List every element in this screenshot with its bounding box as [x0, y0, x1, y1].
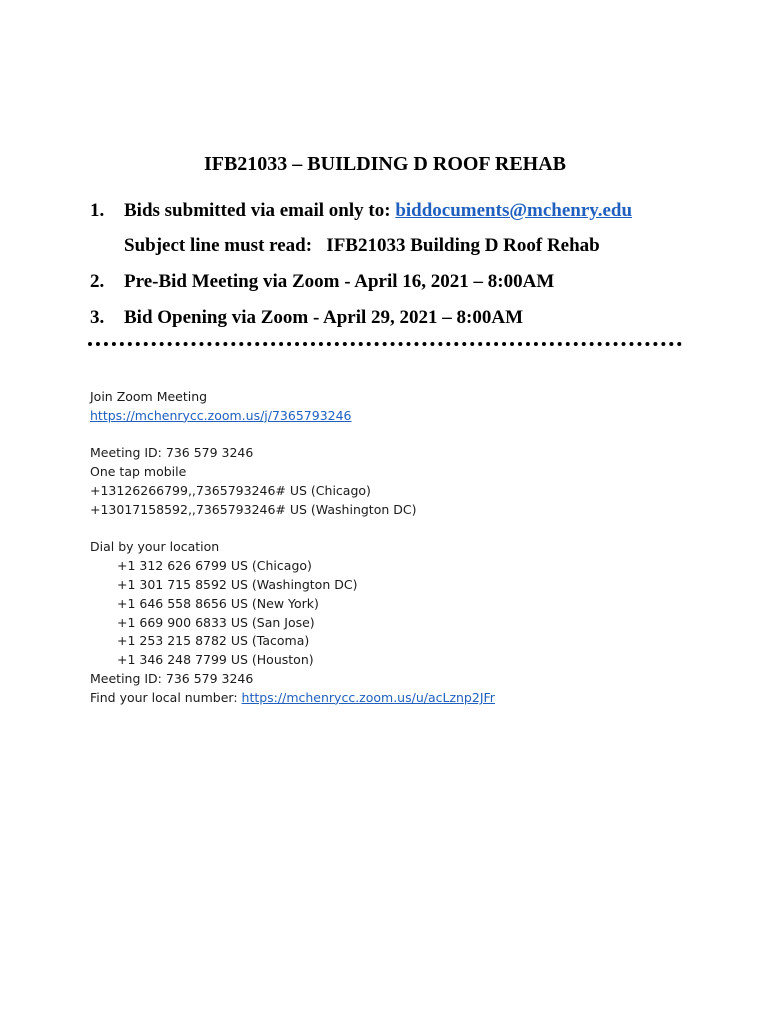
one-tap-washington: +13017158592,,7365793246# US (Washington DC)	[90, 501, 417, 517]
list-text	[124, 196, 632, 226]
local-number-line	[90, 689, 710, 708]
dial-number-tacoma: +1 253 215 8782 US (Tacoma)	[117, 633, 310, 649]
list-number: 3.	[90, 307, 105, 328]
bid-opening-text: Bid Opening via Zoom - April 29, 2021 – 8:00AM	[124, 307, 524, 328]
local-number-label: Find your local number:	[90, 689, 242, 705]
local-number-link[interactable]: https://mchenrycc.zoom.us/u/acLznp2JFr	[241, 689, 495, 705]
pre-bid-meeting-text: Pre-Bid Meeting via Zoom - April 16, 2021 – 8:00AM	[124, 271, 555, 292]
document-title: IFB21033 – BUILDING D ROOF REHAB	[203, 153, 567, 175]
list-number: 2.	[90, 271, 105, 292]
dial-number-washington: +1 301 715 8592 US (Washington DC)	[117, 576, 358, 592]
join-zoom-label: Join Zoom Meeting	[90, 389, 208, 404]
zoom-join-link[interactable]: https://mchenrycc.zoom.us/j/7365793246	[90, 407, 352, 423]
dial-number-chicago: +1 312 626 6799 US (Chicago)	[117, 558, 312, 574]
list-number: 1.	[90, 200, 105, 221]
bid-submission-text: Bids submitted via email only to:	[124, 200, 396, 221]
meeting-id-repeat: Meeting ID: 736 579 3246	[90, 670, 254, 686]
one-tap-label: One tap mobile	[90, 464, 187, 480]
dial-number-houston: +1 346 248 7799 US (Houston)	[117, 652, 314, 668]
dial-number-new-york: +1 646 558 8656 US (New York)	[117, 595, 319, 611]
bid-email-link[interactable]: biddocuments@mchenry.edu	[395, 200, 633, 221]
zoom-meeting-details	[90, 388, 710, 708]
dial-by-location-label: Dial by your location	[90, 539, 220, 555]
spacer	[90, 520, 710, 539]
dial-number-san-jose: +1 669 900 6833 US (San Jose)	[117, 614, 315, 630]
meeting-id: Meeting ID: 736 579 3246	[90, 445, 254, 461]
spacer	[90, 426, 710, 445]
dotted-divider	[88, 342, 682, 346]
one-tap-chicago: +13126266799,,7365793246# US (Chicago)	[90, 482, 371, 498]
subject-line-text: Subject line must read: IFB21033 Building D Roof Rehab	[124, 235, 600, 256]
